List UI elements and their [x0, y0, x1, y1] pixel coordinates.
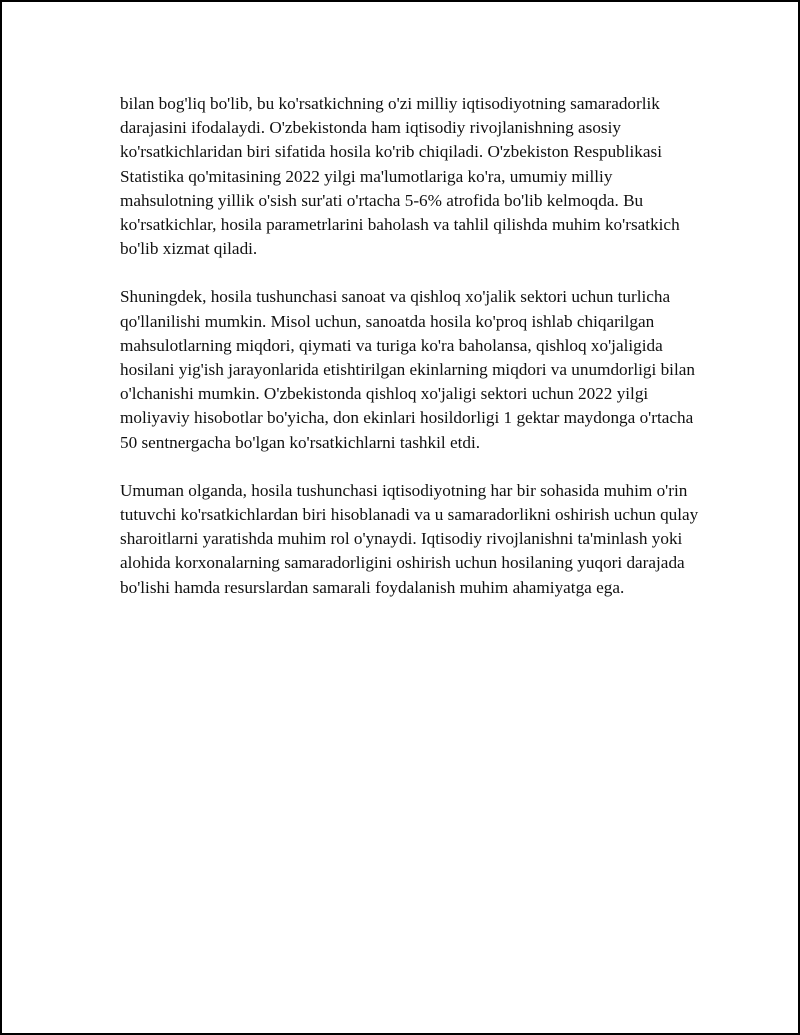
document-body — [120, 92, 705, 624]
paragraph-2: Shuningdek, hosila tushunchasi sanoat va qishloq xo'jalik sektori uchun turlicha qo'llanilishi mumkin. Misol uchun, sanoatda hosila ko'proq ishlab chiqarilgan mahsulotlarning miqdori, qiymati va turiga ko'ra baholansa, qishloq xo'jaligida hosilani yig'ish jarayonlarida etishtirilgan ekinlarning miqdori va unumdorligi bilan o'lchanishi mumkin. O'zbekistonda qishloq xo'jaligi sektori uchun 2022 yilgi moliyaviy hisobotlar bo'yicha, don ekinlari hosildorligi 1 gektar maydonga o'rtacha 50 sentnergacha bo'lgan ko'rsatkichlarni tashkil etdi. — [120, 287, 695, 452]
paragraph-3: Umuman olganda, hosila tushunchasi iqtisodiyotning har bir sohasida muhim o'rin tutuvchi ko'rsatkichlardan biri hisoblanadi va u samaradorlikni oshirish uchun qulay sharoitlarni yaratishda muhim rol o'ynaydi. Iqtisodiy rivojlanishni ta'minlash yoki alohida korxonalarning samaradorligini oshirish uchun hosilaning yuqori darajada bo'lishi hamda resurslardan samarali foydalanish muhim ahamiyatga ega. — [120, 480, 699, 597]
paragraph-1: bilan bog'liq bo'lib, bu ko'rsatkichning o'zi milliy iqtisodiyotning samaradorlik darajasini ifodalaydi. O'zbekistonda ham iqtisodiy rivojlanishning asosiy ko'rsatkichlaridan biri sifatida hosila ko'rib chiqiladi. O'zbekiston Respublikasi Statistika qo'mitasining 2022 yilgi ma'lumotlariga ko'ra, umumiy milliy mahsulotning yillik o'sish sur'ati o'rtacha 5-6% atrofida bo'lib kelmoqda. Bu ko'rsatkichlar, hosila parametrlarini baholash va tahlil qilishda muhim ko'rsatkich bo'lib xizmat qiladi. — [120, 94, 680, 259]
